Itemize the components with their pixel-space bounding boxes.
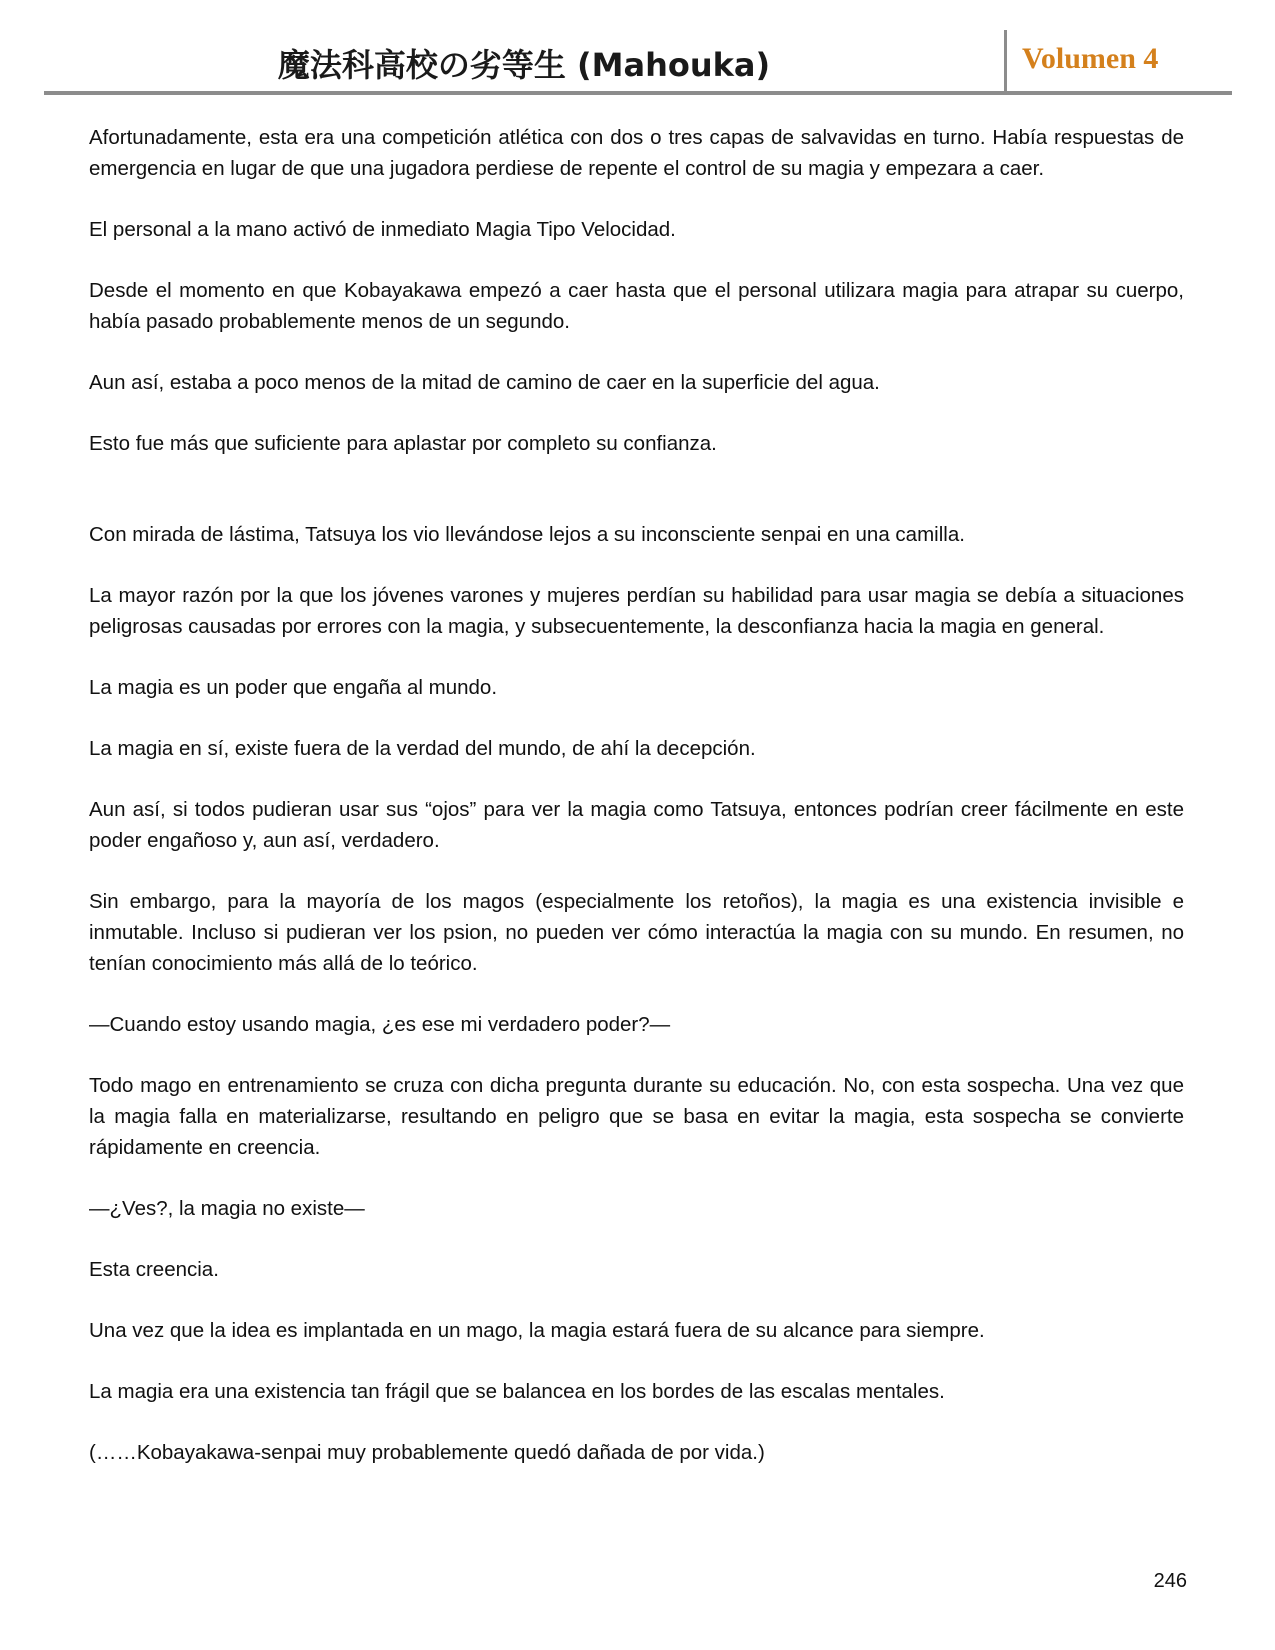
paragraph: La magia era una existencia tan frágil que se balancea en los bordes de las escalas mentales. [89, 1380, 945, 1403]
page-number: 246 [1153, 1570, 1187, 1592]
paragraph: La magia en sí, existe fuera de la verdad del mundo, de ahí la decepción. [89, 737, 756, 760]
paragraph: Esta creencia. [89, 1258, 219, 1281]
paragraph: —Cuando estoy usando magia, ¿es ese mi verdadero poder?— [89, 1013, 671, 1036]
paragraph: Aun así, si todos pudieran usar sus “ojos” para ver la magia como Tatsuya, entonces podrían creer fácilmente en este poder engañoso y, aun así, verdadero. [89, 798, 1184, 852]
paragraph: El personal a la mano activó de inmediato Magia Tipo Velocidad. [89, 218, 676, 241]
paragraph: Esto fue más que suficiente para aplastar por completo su confianza. [89, 432, 717, 455]
book-title: 魔法科高校の劣等生 (Mahouka) [277, 46, 771, 84]
paragraph: La magia es un poder que engaña al mundo. [89, 676, 498, 699]
paragraph: Sin embargo, para la mayoría de los magos (especialmente los retoños), la magia es una existencia invisible e inmutable. Incluso si pudieran ver los psion, no pueden ver cómo interactúa la magia con su mundo. En resumen, no tenían conocimiento más allá de lo teórico. [89, 890, 1184, 975]
volume-label: Volumen 4 [1022, 42, 1159, 75]
header-rule [44, 91, 1232, 95]
paragraph: —¿Ves?, la magia no existe— [89, 1197, 365, 1220]
paragraph: Todo mago en entrenamiento se cruza con dicha pregunta durante su educación. No, con esta sospecha. Una vez que la magia falla en materializarse, resultando en peligro que se basa en evitar la magia, esta sospecha se convierte rápidamente en creencia. [89, 1074, 1184, 1159]
page-body [89, 122, 1184, 1498]
page-header [44, 30, 1232, 94]
paragraph: Afortunadamente, esta era una competición atlética con dos o tres capas de salvavidas en turno. Había respuestas de emergencia en lugar de que una jugadora perdiese de repente el control de su magia y empezara a caer. [89, 126, 1184, 180]
paragraph: Desde el momento en que Kobayakawa empezó a caer hasta que el personal utilizara magia para atrapar su cuerpo, había pasado probablemente menos de un segundo. [89, 279, 1184, 333]
paragraph: La mayor razón por la que los jóvenes varones y mujeres perdían su habilidad para usar magia se debía a situaciones peligrosas causadas por errores con la magia, y subsecuentemente, la desconfianza hacia la magia en general. [89, 584, 1184, 638]
paragraph: (……Kobayakawa-senpai muy probablemente quedó dañada de por vida.) [89, 1441, 765, 1464]
paragraph: Aun así, estaba a poco menos de la mitad de camino de caer en la superficie del agua. [89, 371, 880, 394]
paragraph: Una vez que la idea es implantada en un mago, la magia estará fuera de su alcance para siempre. [89, 1319, 985, 1342]
header-divider [1004, 30, 1007, 92]
paragraph: Con mirada de lástima, Tatsuya los vio llevándose lejos a su inconsciente senpai en una camilla. [89, 523, 965, 546]
